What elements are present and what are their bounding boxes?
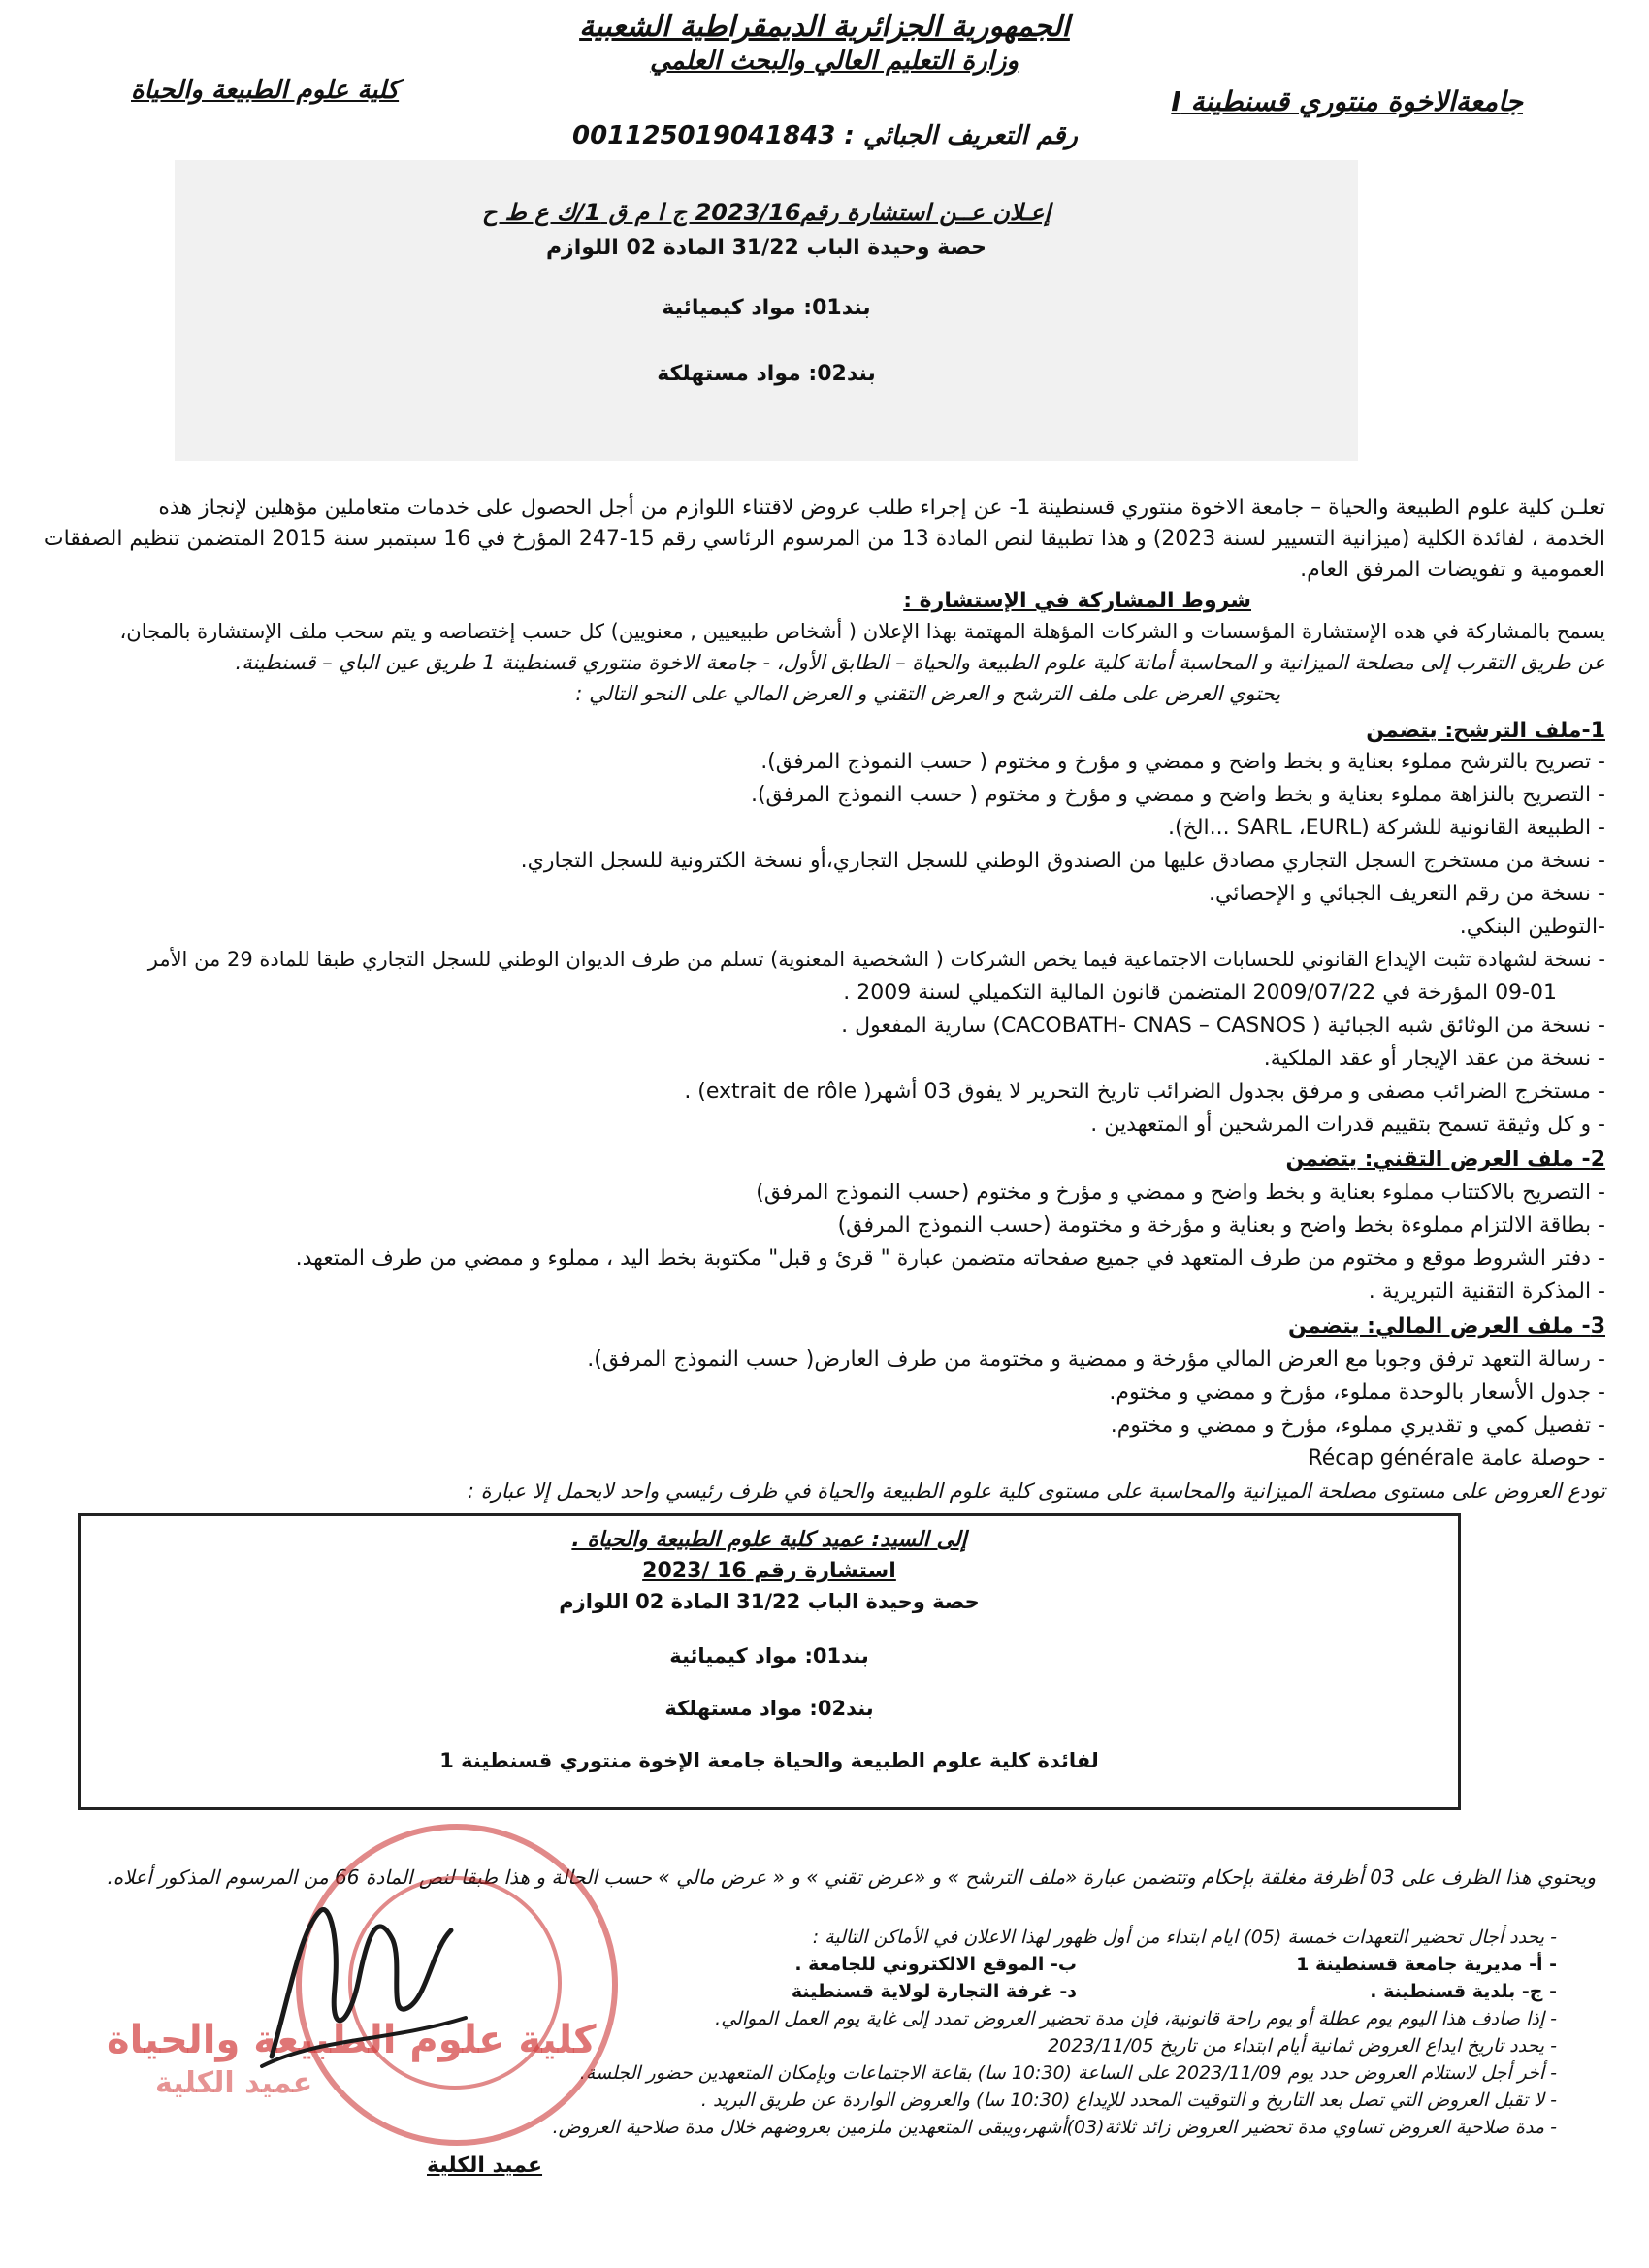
section1-item: - مستخرج الضرائب مصفى و مرفق بجدول الضرائب تاريخ التحرير لا يفوق 03 أشهر( extrait de rôle) . [684, 1080, 1605, 1104]
envelope-box [78, 1513, 1461, 1810]
section1-item: - نسخة من عقد الإيجار أو عقد الملكية. [1263, 1047, 1605, 1071]
envelope-to: إلى السيد: عميد كلية علوم الطبيعة والحياة . [571, 1528, 967, 1552]
republic-title: الجمهورية الجزائرية الديمقراطية الشعبية [579, 10, 1070, 44]
footer-late-offers: - لا تقبل العروض التي تصل بعد التاريخ و التوقيت المحدد للإيداع (10:30 سا) والعروض الواردة عن طريق البريد . [700, 2090, 1557, 2111]
section2-item: - المذكرة التقنية التبريرية . [1368, 1280, 1605, 1304]
section1-item: - الطبيعة القانونية للشركة (SARL ،EURL ...الخ). [1168, 816, 1605, 840]
conditions-line3: يحتوي العرض على ملف الترشح و العرض التقني و العرض المالي على النحو التالي : [575, 682, 1280, 705]
section3-item: - رسالة التعهد ترفق وجوبا مع العرض المالي مؤرخة و ممضية و مختومة من طرف العارض( حسب النموذج المرفق). [587, 1347, 1605, 1372]
announcement-item1: بند01: مواد كيميائية [662, 296, 871, 320]
footer-submission-date: - يحدد تاريخ ايداع العروض ثمانية أيام ابتداء من تاريخ 2023/11/05 [1048, 2035, 1557, 2057]
section1-item: 09-01 المؤرخة في 2009/07/22 المتضمن قانون المالية التكميلي لسنة 2009 . [843, 981, 1557, 1005]
announcement-item2: بند02: مواد مستهلكة [657, 362, 876, 386]
envelope-beneficiary: لفائدة كلية علوم الطبيعة والحياة جامعة الإخوة منتوري قسنطينة 1 [439, 1749, 1099, 1772]
conditions-line1: يسمح بالمشاركة في هده الإستشارة المؤسسات و الشركات المؤهلة المهتمة بهذا الإعلان ( أشخاص طبيعيين , معنويين) كل حسب إختصاصه و يتم سحب ملف الإستشارة بالمجان، [119, 620, 1605, 643]
envelope-consult: استشارة رقم 16 /2023 [642, 1559, 896, 1583]
section2-item: - بطاقة الالتزام مملوءة بخط واضح و بعناية و مؤرخة و مختومة (حسب النموذج المرفق) [837, 1214, 1605, 1238]
announcement-lot: حصة وحيدة الباب 31/22 المادة 02 اللوازم [545, 236, 987, 260]
section2-heading: 2- ملف العرض التقني: يتضمن [1285, 1148, 1605, 1172]
section3-item: - جدول الأسعار بالوحدة مملوء، مؤرخ و ممضي و مختوم. [1109, 1380, 1605, 1405]
section1-item: - نسخة لشهادة تثبت الإيداع القانوني للحسابات الاجتماعية فيما يخص الشركات ( الشخصية المعنوية) تسلم من طرف الديوان الوطني للسجل التجاري طبقا للمادة 29 من الأمر [147, 948, 1605, 971]
faculty-name: كلية علوم الطبيعة والحياة [131, 76, 400, 105]
tax-id: رقم التعريف الجبائي : 001125019041843 [572, 121, 1078, 150]
section3-heading: 3- ملف العرض المالي: يتضمن [1288, 1314, 1605, 1339]
footer-last-deadline: - أخر أجل لاستلام العروض حدد يوم 2023/11/09 على الساعة (10:30 سا) بقاعة الاجتماعات وبإمكان المتعهدين حضور الجلسة. [579, 2062, 1557, 2084]
envelope-item2: بند02: مواد مستهلكة [664, 1697, 874, 1720]
dean-label: عميد الكلية [427, 2154, 543, 2178]
university-name: جامعةالاخوة منتوري قسنطينة I [1171, 85, 1523, 117]
footer-validity: - مدة صلاحية العروض تساوي مدة تحضير العروض زائد ثلاثة(03)أشهر،ويبقى المتعهدين ملزمين بعروضهم خلال مدة صلاحية العروض. [552, 2117, 1557, 2138]
envelope-lot: حصة وحيدة الباب 31/22 المادة 02 اللوازم [559, 1590, 980, 1613]
intro-line2: الخدمة ، لفائدة الكلية (ميزانية التسيير لسنة 2023) و هذا تطبيقا لنص المادة 13 من المرسوم الرئاسي رقم 15-247 المؤرخ في 16 سبتمبر سنة 2015 المتضمن تنظيم الصفقات [43, 527, 1605, 551]
announcement-panel [175, 160, 1358, 461]
section1-item: - و كل وثيقة تسمح بتقييم قدرات المرشحين أو المتعهدين . [1090, 1113, 1605, 1137]
section1-item: - تصريح بالترشح مملوء بعناية و بخط واضح و ممضي و مؤرخ و مختوم ( حسب النموذج المرفق). [760, 750, 1605, 774]
conditions-heading: شروط المشاركة في الإستشارة : [903, 589, 1251, 613]
announcement-title: إعـلان عــن استشارة رقم2023/16 ج ا م ق 1/ك ع ط ح [481, 199, 1051, 226]
section1-item: - نسخة من الوثائق شبه الجبائية ( CACOBATH- CNAS – CASNOS) سارية المفعول . [841, 1014, 1605, 1038]
section1-heading: 1-ملف الترشح: يتضمن [1366, 719, 1605, 743]
section1-item: -التوطين البنكي. [1459, 915, 1605, 939]
envelope-note: ويحتوي هذا الظرف على 03 أظرفة مغلقة بإحكام وتتضمن عبارة «ملف الترشح » و «عرض تقني » و « عرض مالي » حسب الحالة و هذا طبقا لنص المادة 66 من المرسوم المذكور أعلاه. [107, 1865, 1596, 1889]
footer-place-b: ب- الموقع الالكتروني للجامعة . [794, 1954, 1077, 1975]
conditions-line2: عن طريق التقرب إلى مصلحة الميزانية و المحاسبة أمانة كلية علوم الطبيعة والحياة – الطابق الأول، - جامعة الاخوة منتوري قسنطينة 1 طريق عين الباي – قسنطينة. [235, 651, 1605, 674]
footer-place-c: - ج- بلدية قسنطينة . [1370, 1981, 1557, 2002]
section2-item: - التصريح بالاكتتاب مملوء بعناية و بخط واضح و ممضي و مؤرخ و مختوم (حسب النموذج المرفق) [756, 1181, 1605, 1205]
footer-holiday: - إذا صادف هذا اليوم يوم عطلة أو يوم راحة قانونية، فإن مدة تحضير العروض تمدد إلى غاية يوم العمل الموالي. [715, 2008, 1557, 2029]
intro-line1: تعلـن كلية علوم الطبيعة والحياة – جامعة الاخوة منتوري قسنطينة 1- عن إجراء طلب عروض لاقتناء اللوازم من أجل الحصول على خدمات متعاملين مؤهلين لإنجاز هذه [158, 496, 1605, 520]
envelope-item1: بند01: مواد كيميائية [669, 1644, 869, 1668]
intro-line3: العمومية و تفويضات المرفق العام. [1300, 558, 1605, 582]
deposit-note: تودع العروض على مستوى مصلحة الميزانية والمحاسبة على مستوى كلية علوم الطبيعة والحياة في ظرف رئيسي واحد لايحمل إلا عبارة : [467, 1479, 1605, 1503]
signature [233, 1872, 485, 2095]
stamp-text: كلية علوم الطبيعة والحياة [107, 2018, 597, 2062]
section1-item: - نسخة من رقم التعريف الجبائي و الإحصائي. [1209, 882, 1605, 906]
footer-place-d: د- غرفة التجارة لولاية قسنطينة [791, 1981, 1077, 2002]
footer-deadline: - يحدد أجال تحضير التعهدات خمسة (05) ايام ابتداء من أول ظهور لهذا الاعلان في الأماكن التالية : [812, 1927, 1557, 1948]
ministry-title: وزارة التعليم العالي والبحث العلمي [649, 47, 1019, 76]
section1-item: - التصريح بالنزاهة مملوء بعناية و بخط واضح و ممضي و مؤرخ و مختوم ( حسب النموذج المرفق). [750, 783, 1605, 807]
section1-item: - نسخة من مستخرج السجل التجاري مصادق عليها من الصندوق الوطني للسجل التجاري،أو نسخة الكترونية للسجل التجاري. [520, 849, 1605, 873]
stamp-subtext: عميد الكلية [155, 2066, 313, 2100]
footer-place-a: - أ- مديرية جامعة قسنطينة 1 [1296, 1954, 1557, 1975]
section2-item: - دفتر الشروط موقع و مختوم من طرف المتعهد في جميع صفحاته متضمن عبارة " قرئ و قبل" مكتوبة بخط اليد ، مملوء و ممضي من طرف المتعهد. [295, 1247, 1605, 1271]
section3-item: - حوصلة عامة Récap générale [1308, 1446, 1605, 1471]
section3-item: - تفصيل كمي و تقديري مملوء، مؤرخ و ممضي و مختوم. [1110, 1413, 1605, 1438]
